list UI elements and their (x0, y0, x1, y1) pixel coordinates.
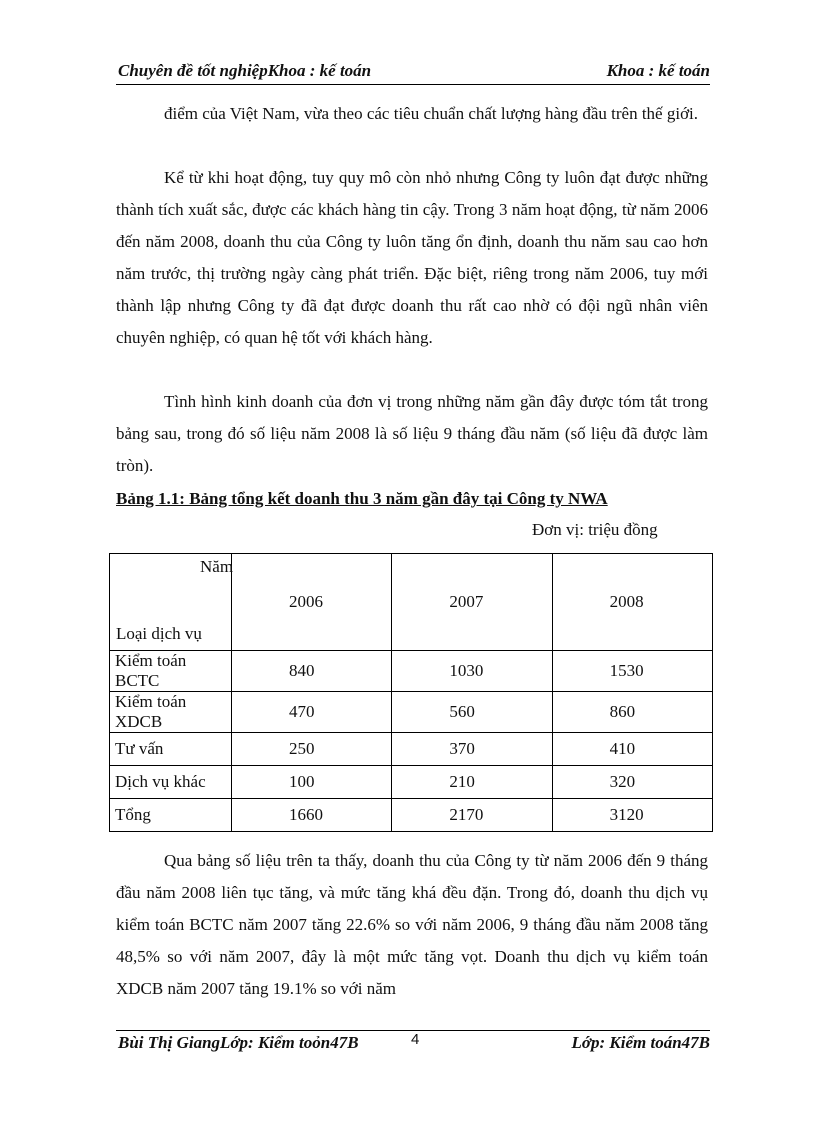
value-cell: 320 (552, 766, 712, 799)
value-cell: 840 (232, 651, 392, 692)
page-footer (116, 1030, 710, 1059)
table-row (110, 733, 713, 766)
value-cell: 250 (232, 733, 392, 766)
paragraph-2: Kể từ khi hoạt động, tuy quy mô còn nhỏ nhưng Công ty luôn đạt được những thành tích xuất sắc, được các khách hàng tin cậy. Trong 3 năm hoạt động, từ năm 2006 đến năm 2008, doanh thu của Công ty luôn tăng ổn định, doanh thu năm sau cao hơn năm trước, thị trường ngày càng phát triển. Đặc biệt, riêng trong năm 2006, tuy mới thành lập nhưng Công ty đã đạt được doanh thu rất cao nhờ có đội ngũ nhân viên chuyên nghiệp, có quan hệ tốt với khách hàng. (116, 168, 708, 347)
value-cell: 3120 (552, 799, 712, 832)
value-cell: 370 (392, 733, 552, 766)
value-cell: 100 (232, 766, 392, 799)
year-header: 2008 (552, 554, 712, 651)
page-number: 4 (411, 1031, 420, 1048)
service-label: Dịch vụ khác (110, 766, 232, 799)
service-label: Tư vấn (110, 733, 232, 766)
table-corner-cell (110, 554, 232, 651)
paragraph-1: điểm của Việt Nam, vừa theo các tiêu chuẩn chất lượng hàng đầu trên thế giới. (164, 104, 699, 123)
corner-service-label: Loại dịch vụ (116, 624, 202, 643)
value-cell: 470 (232, 692, 392, 733)
value-cell: 560 (392, 692, 552, 733)
page-header (116, 60, 710, 85)
header-left-text: Chuyên đề tốt nghiệpKhoa : kế toán (118, 61, 372, 80)
value-cell: 1660 (232, 799, 392, 832)
footer-right-text: Lớp: Kiểm toán47B (571, 1033, 710, 1052)
value-cell: 2170 (392, 799, 552, 832)
paragraph-3: Tình hình kinh doanh của đơn vị trong những năm gần đây được tóm tắt trong bảng sau, trong đó số liệu năm 2008 là số liệu 9 tháng đầu năm (số liệu đã được làm tròn). (116, 392, 708, 475)
table-title: Bảng 1.1: Bảng tổng kết doanh thu 3 năm gần đây tại Công ty NWA (116, 489, 608, 508)
value-cell: 860 (552, 692, 712, 733)
year-header: 2006 (232, 554, 392, 651)
footer-left-text: Bùi Thị GiangLớp: Kiểm toỏn47B (118, 1033, 359, 1052)
value-cell: 1530 (552, 651, 712, 692)
service-label: Kiểm toán BCTC (110, 651, 232, 692)
table-row (110, 651, 713, 692)
corner-year-label: Năm (200, 557, 234, 576)
paragraph-4: Qua bảng số liệu trên ta thấy, doanh thu của Công ty từ năm 2006 đến 9 tháng đầu năm 2008 liên tục tăng, và mức tăng khá đều đặn. Trong đó, doanh thu dịch vụ kiểm toán BCTC năm 2007 tăng 22.6% so với năm 2006, 9 tháng đầu năm 2008 tăng 48,5% so với năm 2007, đây là một mức tăng vọt. Doanh thu dịch vụ kiểm toán XDCB năm 2007 tăng 19.1% so với năm (116, 851, 708, 998)
table-total-row (110, 799, 713, 832)
header-right-text: Khoa : kế toán (606, 61, 710, 80)
value-cell: 410 (552, 733, 712, 766)
table-unit: Đơn vị: triệu đồng (532, 520, 658, 539)
value-cell: 210 (392, 766, 552, 799)
table-row (110, 766, 713, 799)
service-label: Kiểm toán XDCB (110, 692, 232, 733)
table-row (110, 692, 713, 733)
revenue-table (109, 553, 713, 832)
table-header-row (110, 554, 713, 651)
year-header: 2007 (392, 554, 552, 651)
value-cell: 1030 (392, 651, 552, 692)
service-label: Tổng (110, 799, 232, 832)
